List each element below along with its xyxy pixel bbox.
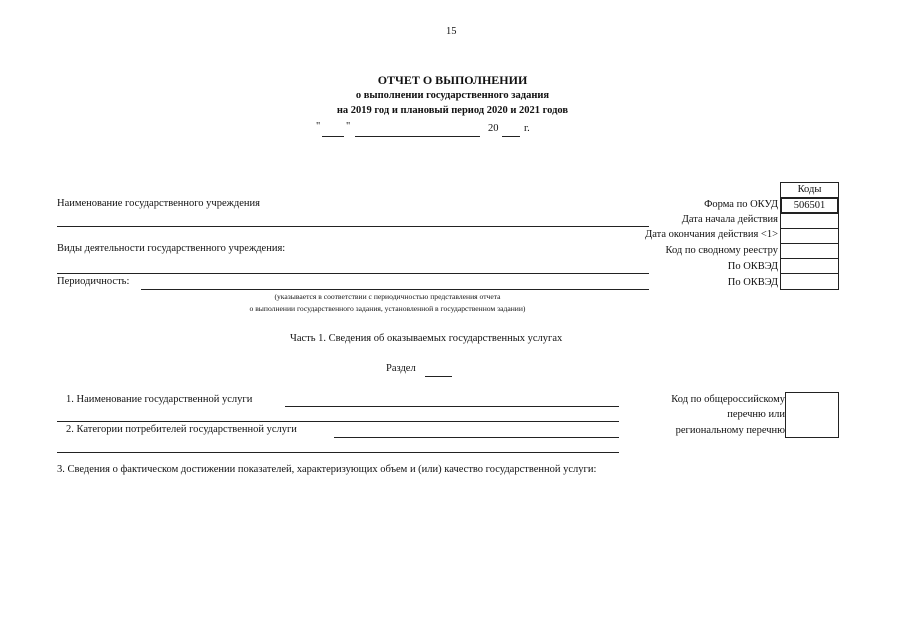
okud-code-cell: 506501 <box>780 197 839 214</box>
section-number-line <box>425 376 452 377</box>
institution-name-label: Наименование государственного учреждения <box>57 198 260 209</box>
year-line <box>502 136 520 137</box>
periodicity-note-2: о выполнении государственного задания, установленной в государственном задании) <box>249 304 526 313</box>
report-subtitle-1: о выполнении государственного задания <box>355 90 550 101</box>
periodicity-label: Периодичность: <box>57 276 130 287</box>
service-name-label: 1. Наименование государственной услуги <box>66 394 253 405</box>
okved-cell-1 <box>780 258 839 274</box>
service-name-line <box>285 406 619 407</box>
codes-header: Коды <box>780 182 839 198</box>
date-quote-close: " <box>346 121 351 132</box>
report-subtitle-2: на 2019 год и плановый период 2020 и 2021 годов <box>336 105 569 116</box>
item3-text: 3. Сведения о фактическом достижении показателей, характеризующих объем и (или) качество государственной услуги: <box>57 464 597 475</box>
code-label-line2: перечню или <box>727 409 785 420</box>
okved-label-2: По ОКВЭД <box>727 277 778 288</box>
consumer-categories-label: 2. Категории потребителей государственной услуги <box>66 424 297 435</box>
year-prefix: 20 <box>488 123 499 134</box>
page-number: 15 <box>446 26 457 37</box>
activity-types-line <box>57 273 649 274</box>
start-date-label: Дата начала действия <box>681 214 778 225</box>
code-label-line1: Код по общероссийскому <box>671 394 785 405</box>
part1-title: Часть 1. Сведения об оказываемых государственных услугах <box>290 333 563 344</box>
okved-label-1: По ОКВЭД <box>727 261 778 272</box>
date-day-line <box>322 136 344 137</box>
start-date-cell <box>780 213 839 229</box>
section-label: Раздел <box>386 363 416 374</box>
activity-types-label: Виды деятельности государственного учреждения: <box>57 243 286 254</box>
end-date-cell <box>780 228 839 244</box>
year-suffix: г. <box>524 123 530 134</box>
code-label-line3: региональному перечню <box>675 425 785 436</box>
date-month-line <box>355 136 480 137</box>
date-quote-open: " <box>316 121 321 132</box>
service-code-box <box>785 392 839 438</box>
periodicity-line <box>141 289 649 290</box>
registry-code-cell <box>780 243 839 259</box>
periodicity-note-1: (указывается в соответствии с периодичностью представления отчета <box>274 292 501 301</box>
form-okud-label: Форма по ОКУД <box>704 199 778 210</box>
registry-code-label: Код по сводному реестру <box>665 245 778 256</box>
consumer-categories-line-2 <box>57 452 619 453</box>
end-date-label: Дата окончания действия <1> <box>645 229 778 240</box>
report-title: ОТЧЕТ О ВЫПОЛНЕНИИ <box>377 73 528 87</box>
consumer-categories-line <box>334 437 619 438</box>
service-name-line-2 <box>57 421 619 422</box>
institution-name-line <box>57 226 649 227</box>
okved-cell-2 <box>780 273 839 290</box>
